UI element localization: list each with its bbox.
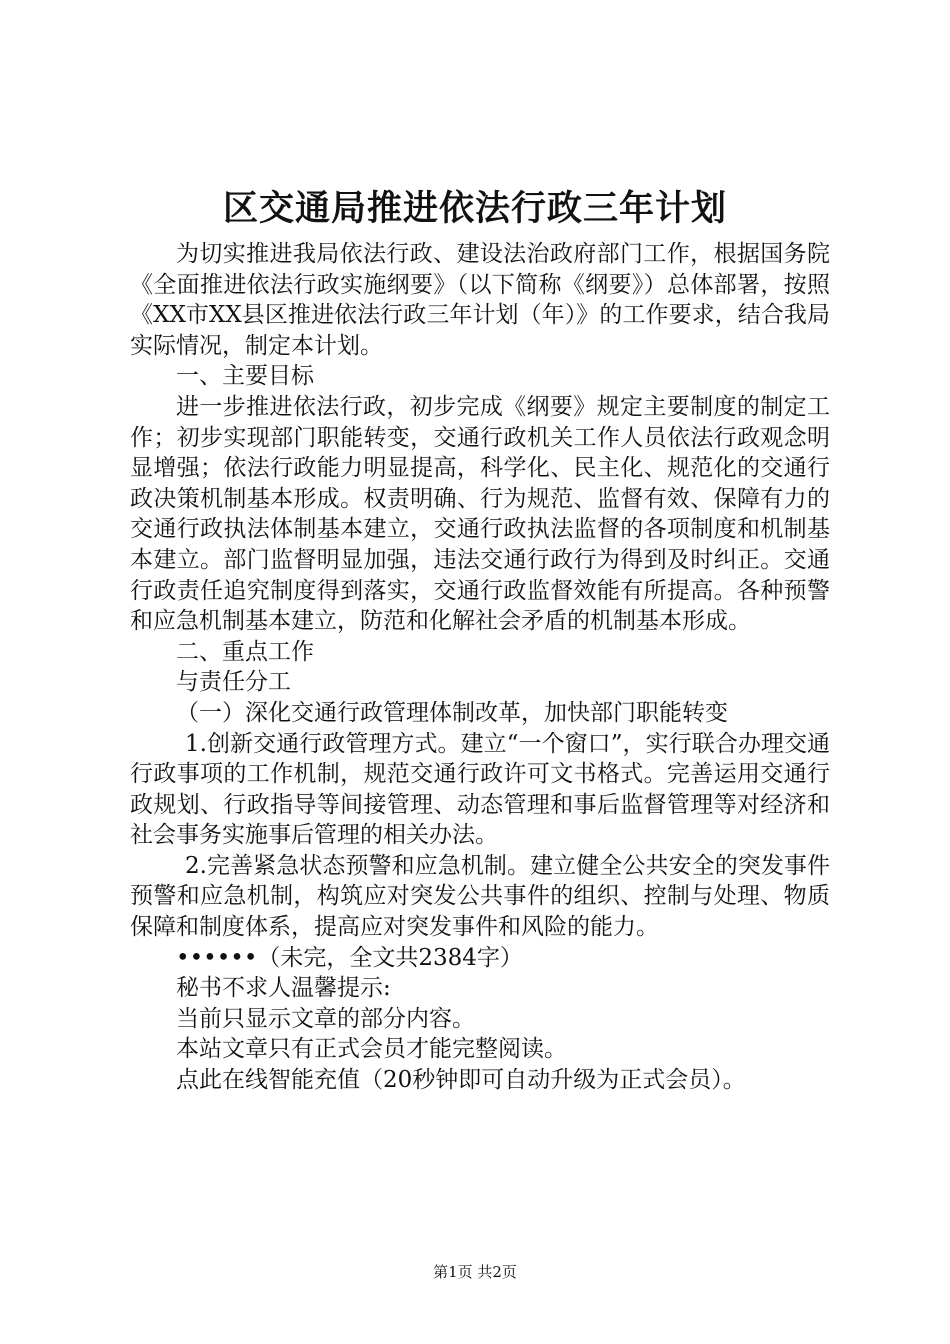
subsection-heading-reform: （一）深化交通行政管理体制改革，加快部门职能转变 — [176, 699, 728, 726]
intro-paragraph: 为切实推进我局依法行政、建设法治政府部门工作，根据国务院《全面推进依法行政实施纲要》（以下简称《纲要》）总体部署，按照《XX市XX县区推进依法行政三年计划（年）》的工作要求，结合我局实际情况，制定本计划。 — [130, 241, 830, 359]
section-heading-main-goals: 一、主要目标 — [176, 363, 314, 390]
document-title: 区交通局推进依法行政三年计划 — [222, 188, 727, 229]
document-body — [130, 239, 830, 1096]
section-heading-key-work-continued: 与责任分工 — [176, 669, 291, 696]
section-heading-key-work: 二、重点工作 — [176, 638, 314, 665]
site-tip-line-1: 当前只显示文章的部分内容。 — [176, 1005, 475, 1032]
item-paragraph-2: 2.完善紧急状态预警和应急机制。建立健全公共安全的突发事件预警和应急机制，构筑应对突发公共事件的组织、控制与处理、物质保障和制度体系，提高应对突发事件和风险的能力。 — [130, 852, 830, 941]
page-number: 第1页 共2页 — [433, 1263, 517, 1281]
item-paragraph-1: 1.创新交通行政管理方式。建立“一个窗口”，实行联合办理交通行政事项的工作机制，规范交通行政许可文书格式。完善运用交通行政规划、行政指导等间接管理、动态管理和事后监督管理等对经济和社会事务实施事后管理的相关办法。 — [130, 730, 830, 849]
site-tip-line-2: 本站文章只有正式会员才能完整阅读。 — [176, 1036, 567, 1063]
truncation-notice: ••••••（未完，全文共2384字） — [176, 944, 523, 971]
main-goals-paragraph: 进一步推进依法行政，初步完成《纲要》规定主要制度的制定工作；初步实现部门职能转变，交通行政机关工作人员依法行政观念明显增强；依法行政能力明显提高，科学化、民主化、规范化的交通行政决策机制基本形成。权责明确、行为规范、监督有效、保障有力的交通行政执法体制基本建立，交通行政执法监督的各项制度和机制基本建立。部门监督明显加强，违法交通行政行为得到及时纠正。交通行政责任追究制度得到落实，交通行政监督效能有所提高。各种预警和应急机制基本建立，防范和化解社会矛盾的机制基本形成。 — [130, 393, 830, 635]
recharge-link[interactable]: 点此在线智能充值（20秒钟即可自动升级为正式会员）。 — [176, 1067, 746, 1094]
site-tip-heading: 秘书不求人温馨提示: — [176, 975, 391, 1002]
